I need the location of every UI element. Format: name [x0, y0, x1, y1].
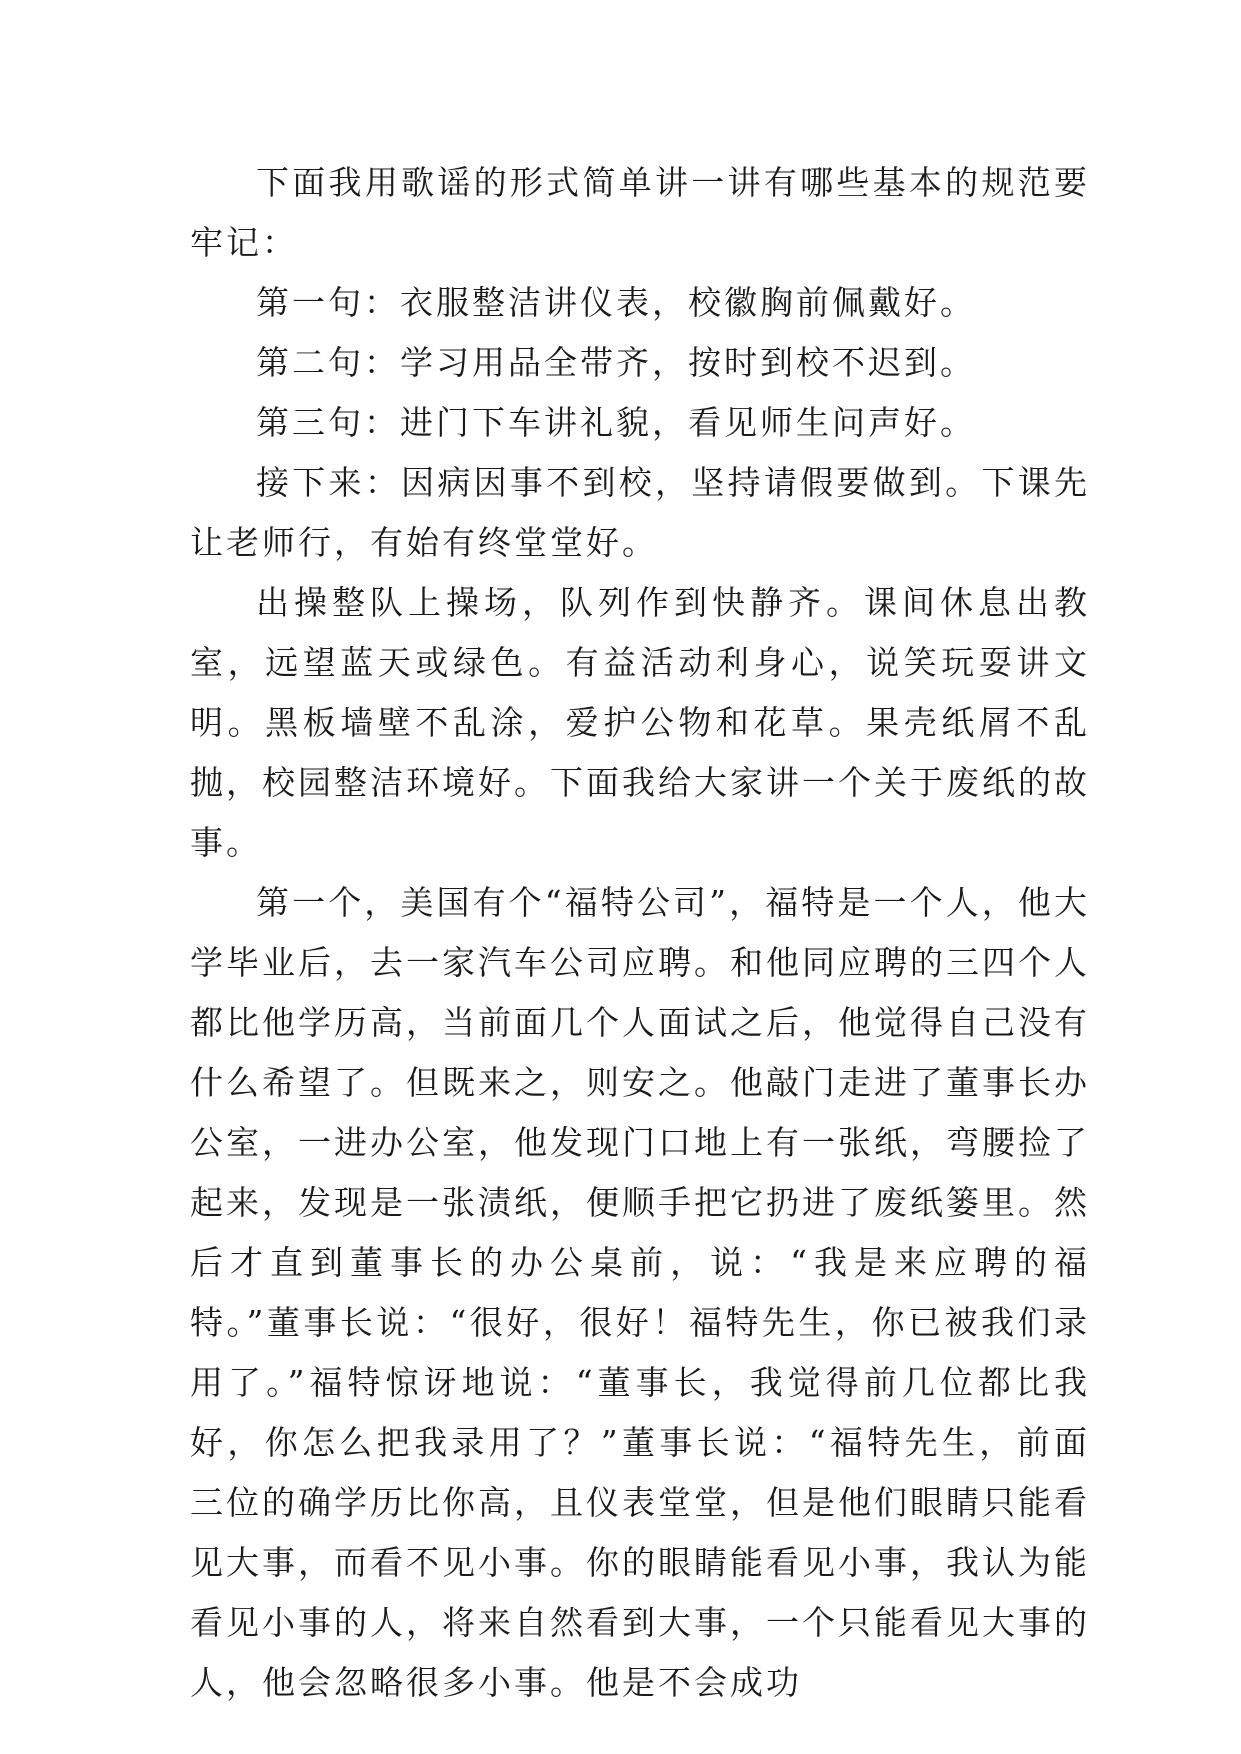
paragraph-exercise: 出操整队上操场，队列作到快静齐。课间休息出教室，远望蓝天或绿色。有益活动利身心，说笑玩耍讲文明。黑板墙壁不乱涂，爱护公物和花草。果壳纸屑不乱抛，校园整洁环境好。下面我给大家讲一个关于废纸的故事。: [190, 583, 1090, 862]
paragraph-rule-3: 第三句：进门下车讲礼貌，看见师生问声好。: [256, 403, 976, 442]
paragraph-intro: 下面我用歌谣的形式简单讲一讲有哪些基本的规范要牢记：: [190, 163, 1090, 262]
document-body: [190, 153, 1090, 1713]
paragraph-rule-1: 第一句：衣服整洁讲仪表，校徽胸前佩戴好。: [256, 283, 976, 322]
paragraph-next: 接下来：因病因事不到校，坚持请假要做到。下课先让老师行，有始有终堂堂好。: [190, 463, 1090, 562]
paragraph-rule-2: 第二句：学习用品全带齐，按时到校不迟到。: [256, 343, 976, 382]
paragraph-ford-story: 第一个，美国有个“福特公司”，福特是一个人，他大学毕业后，去一家汽车公司应聘。和他同应聘的三四个人都比他学历高，当前面几个人面试之后，他觉得自己没有什么希望了。但既来之，则安之。他敲门走进了董事长办公室，一进办公室，他发现门口地上有一张纸，弯腰捡了起来，发现是一张渍纸，便顺手把它扔进了废纸篓里。然后才直到董事长的办公桌前，说：“我是来应聘的福特。”董事长说：“很好，很好！福特先生，你已被我们录用了。”福特惊讶地说：“董事长，我觉得前几位都比我好，你怎么把我录用了？”董事长说：“福特先生，前面三位的确学历比你高，且仪表堂堂，但是他们眼睛只能看见大事，而看不见小事。你的眼睛能看见小事，我认为能看见小事的人，将来自然看到大事，一个只能看见大事的人，他会忽略很多小事。他是不会成功: [190, 883, 1090, 1702]
